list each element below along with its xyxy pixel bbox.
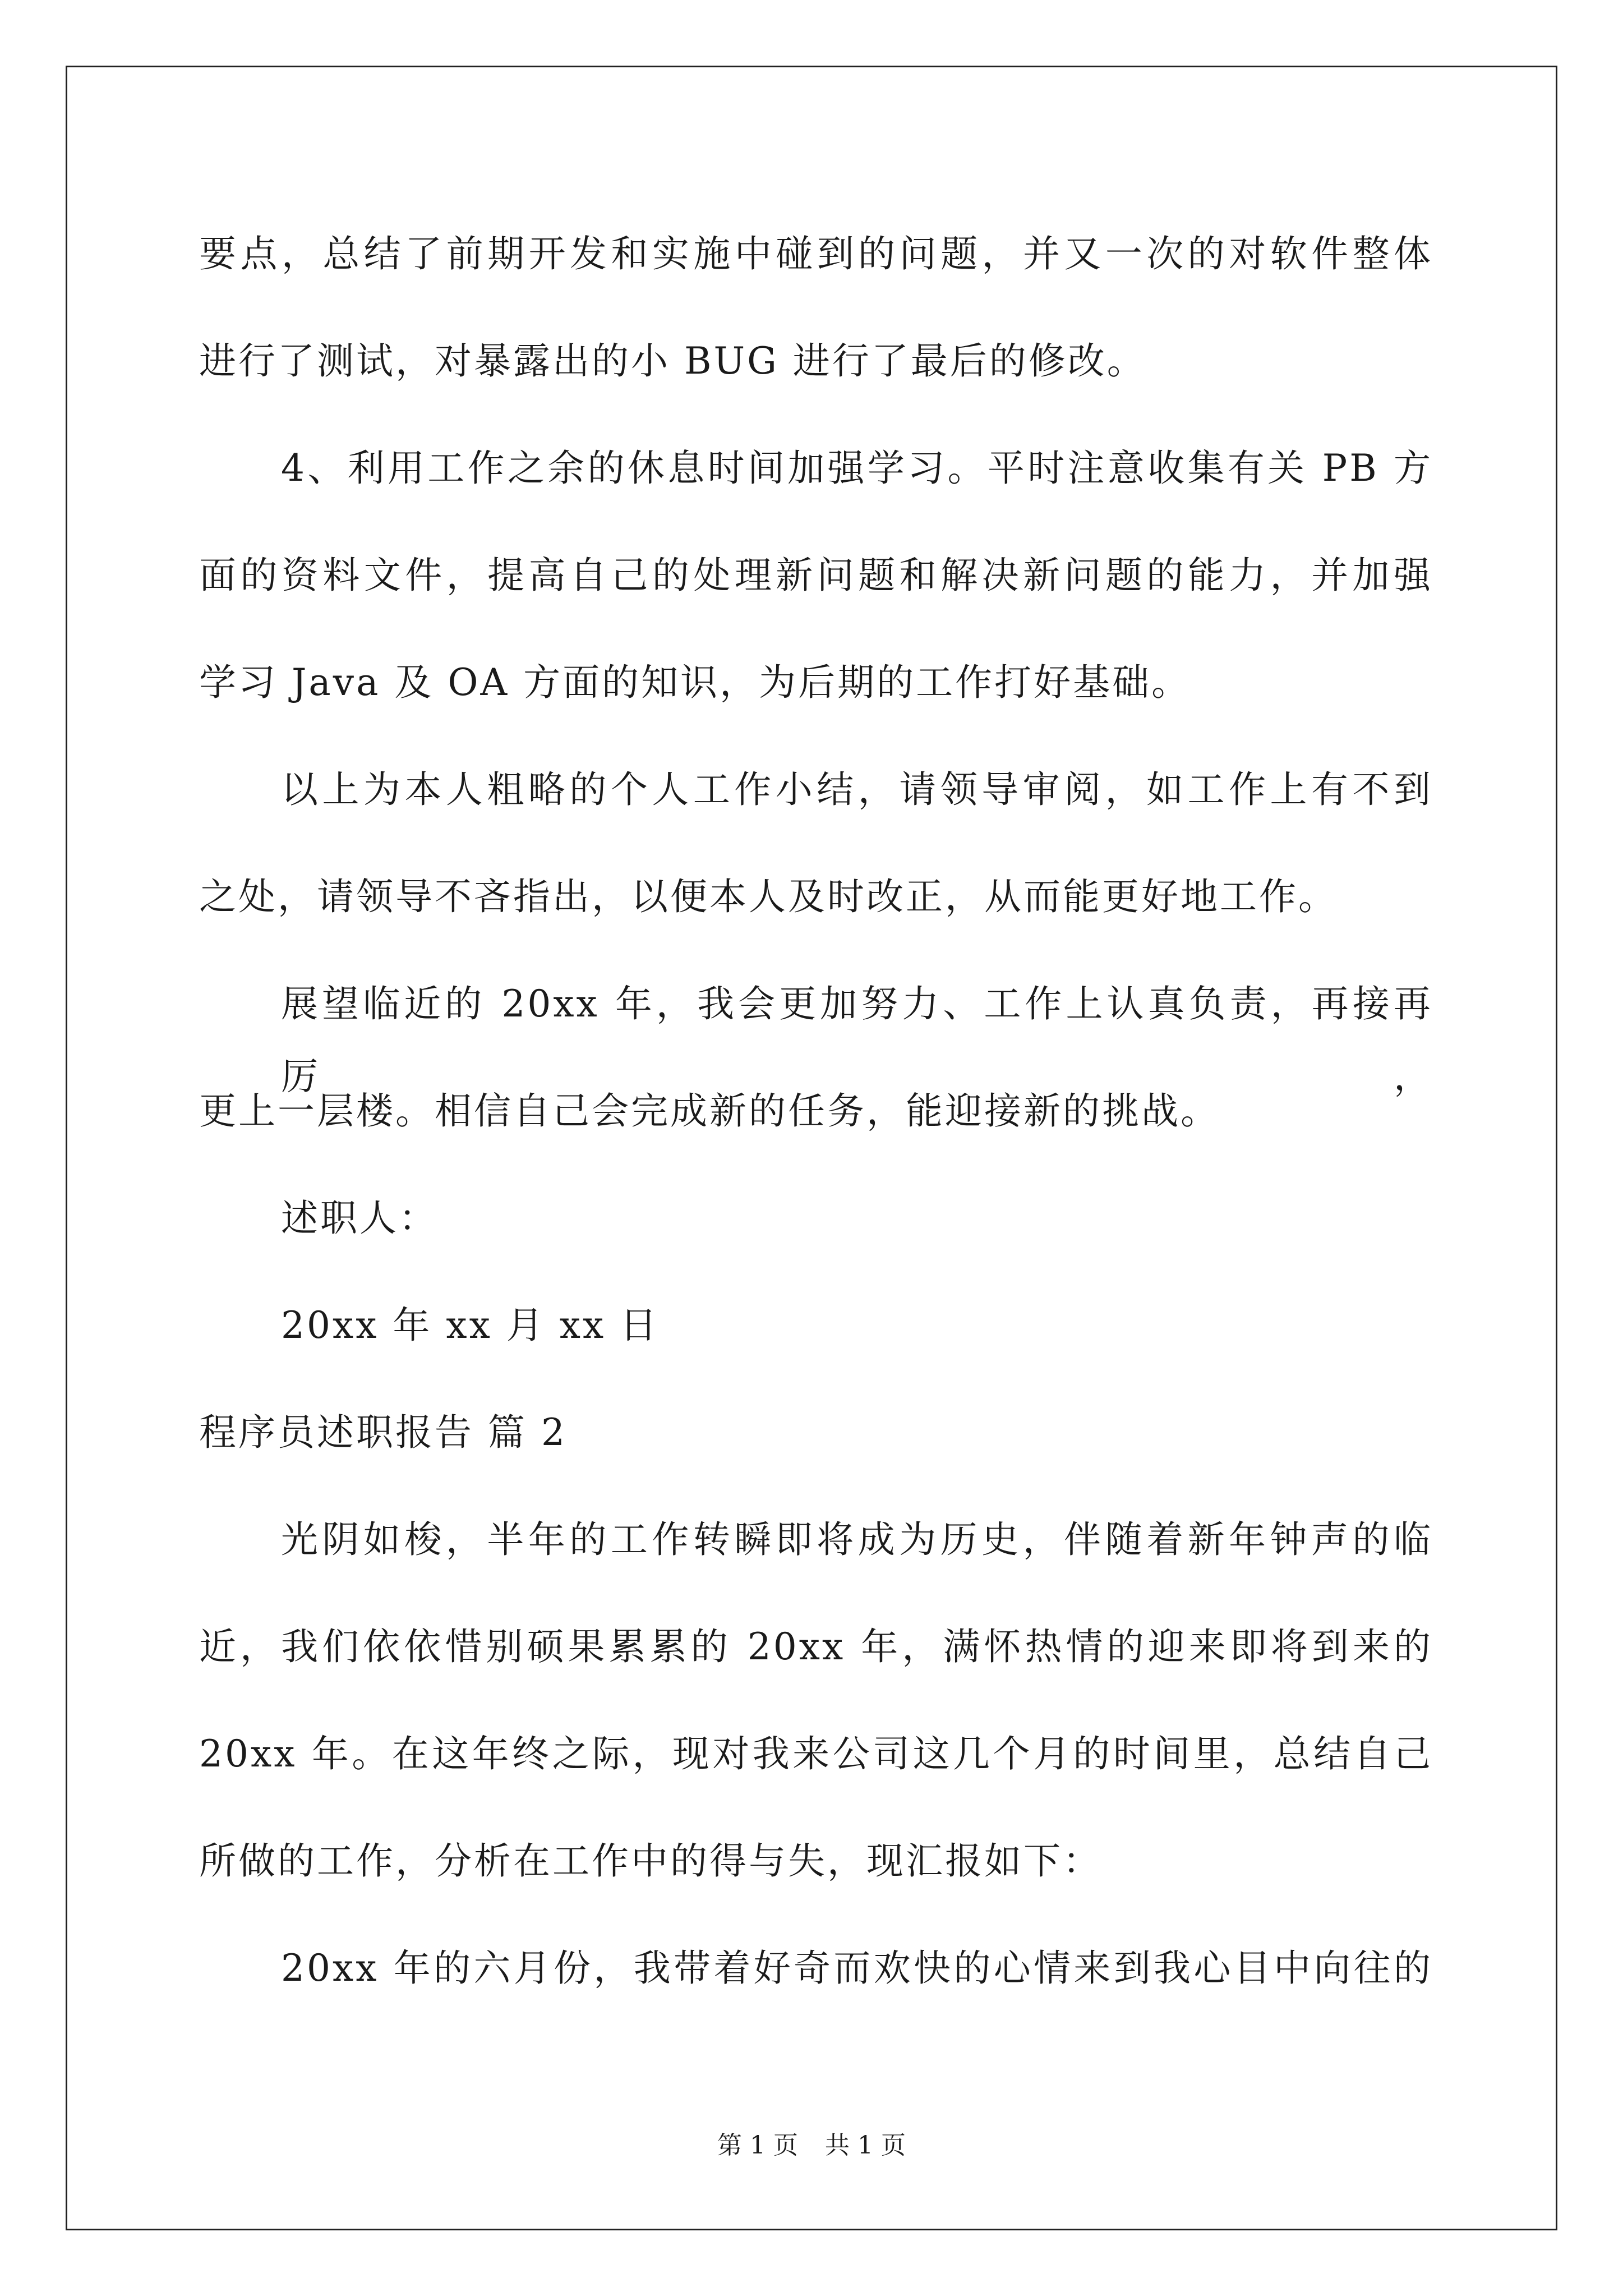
text-line: 所做的工作，分析在工作中的得与失，现汇报如下： bbox=[199, 1839, 1102, 1883]
page-number: 第 1 页 bbox=[717, 2131, 798, 2160]
text-line: 近，我们依依惜别硕果累累的 20xx 年，满怀热情的迎来即将到来的 bbox=[199, 1625, 1433, 1668]
text-line: 进行了测试，对暴露出的小 BUG 进行了最后的修改。 bbox=[199, 339, 1146, 383]
text-line: 20xx 年。在这年终之际，现对我来公司这几个月的时间里，总结自己 bbox=[199, 1732, 1433, 1775]
document-body bbox=[199, 218, 1433, 2039]
text-line: 展望临近的 20xx 年，我会更加努力、工作上认真负责，再接再厉， bbox=[281, 982, 1433, 1098]
text-line: 之处，请领导不吝指出，以便本人及时改正，从而能更好地工作。 bbox=[199, 875, 1338, 918]
text-line: 要点，总结了前期开发和实施中碰到的问题，并又一次的对软件整体 bbox=[199, 232, 1433, 275]
page-total: 共 1 页 bbox=[825, 2131, 906, 2160]
page-footer bbox=[0, 2129, 1623, 2162]
text-line: 光阴如梭，半年的工作转瞬即将成为历史，伴随着新年钟声的临 bbox=[281, 1518, 1433, 1561]
text-line: 述职人： bbox=[281, 1197, 438, 1240]
text-line: 20xx 年 xx 月 xx 日 bbox=[281, 1304, 660, 1347]
text-line: 面的资料文件，提高自己的处理新问题和解决新问题的能力，并加强 bbox=[199, 554, 1433, 597]
text-line: 学习 Java 及 OA 方面的知识，为后期的工作打好基础。 bbox=[199, 661, 1191, 704]
text-line: 20xx 年的六月份，我带着好奇而欢快的心情来到我心目中向往的 bbox=[281, 1947, 1433, 1990]
text-line: 更上一层楼。相信自己会完成新的任务，能迎接新的挑战。 bbox=[199, 1089, 1220, 1133]
text-line: 4、利用工作之余的休息时间加强学习。平时注意收集有关 PB 方 bbox=[281, 447, 1433, 490]
section-heading: 程序员述职报告 篇 2 bbox=[199, 1411, 567, 1454]
text-line: 以上为本人粗略的个人工作小结，请领导审阅，如工作上有不到 bbox=[281, 768, 1433, 811]
